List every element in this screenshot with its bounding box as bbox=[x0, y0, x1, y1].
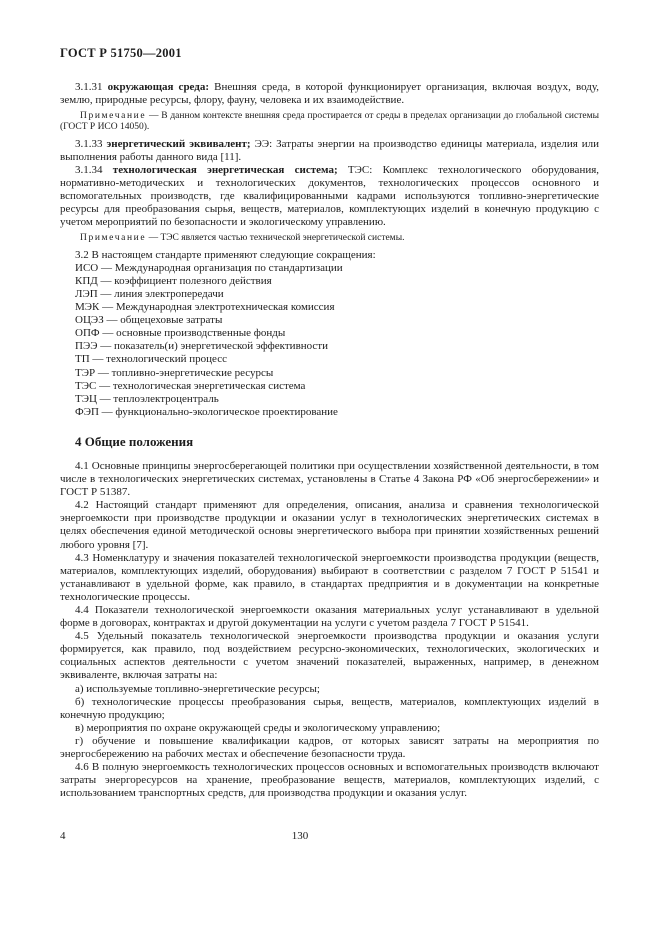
abbreviation-item: ИСО — Международная организация по стандартизации bbox=[75, 261, 343, 274]
note-paragraph: Примечание — В данном контексте внешняя среда простирается от среды в пределах организации до глобальной системы (ГОСТ Р ИСО 14050). bbox=[60, 111, 599, 133]
abbreviation-item: КПД — коэффициент полезного действия bbox=[75, 274, 272, 287]
term-definition-paragraph: 3.1.33 энергетический эквивалент; ЭЭ: Затраты энергии на производство единицы материала, изделия или выполнения работы данного вида [11]. bbox=[60, 137, 600, 163]
paragraph: 4.2 Настоящий стандарт применяют для определения, описания, анализа и сравнения технологической энергоемкости при производстве продукции и оказании услуг в технологических энергетических системах в целях обеспечения единой методической основы энергетического выбора при принятии хозяйственных решений любого уровня [7]. bbox=[60, 499, 599, 551]
defined-term: технологическая энергетическая система; bbox=[112, 163, 338, 176]
term-definition-paragraph: 3.1.31 окружающая среда: Внешняя среда, в которой функционирует организация, включая воздух, воду, землю, природные ресурсы, флору, фауну, человека и их взаимодействие. bbox=[60, 81, 600, 107]
document-body bbox=[60, 81, 599, 800]
note-label: Примечание bbox=[80, 111, 147, 122]
page-number: 4 bbox=[60, 830, 66, 842]
abbreviation-item: ТЭС — технологическая энергетическая система bbox=[75, 379, 306, 392]
defined-term: энергетический эквивалент; bbox=[106, 137, 251, 150]
abbreviation-item: ОПФ — основные производственные фонды bbox=[75, 327, 286, 340]
section-heading: 4 Общие положения bbox=[75, 433, 194, 449]
note-paragraph: Примечание — ТЭС является частью технической энергетической системы. bbox=[80, 233, 405, 244]
defined-term: окружающая среда: bbox=[107, 81, 210, 93]
abbreviation-item: ТЭР — топливно-энергетические ресурсы bbox=[75, 366, 274, 379]
paragraph: б) технологические процессы преобразования сырья, веществ, материалов, комплектующих изделий в конечную продукцию; bbox=[60, 695, 599, 721]
abbreviation-item: ТЭЦ — теплоэлектроцентраль bbox=[75, 392, 219, 405]
paragraph: г) обучение и повышение квалификации кадров, от которых зависят затраты на мероприятия по энергосбережению на рабочих местах и обеспечение безопасности труда. bbox=[60, 734, 599, 761]
paragraph: 4.1 Основные принципы энергосберегающей политики при осуществлении хозяйственной деятельности, в том числе в технологических энергетических системах, установлены в Статье 4 Закона РФ «Об энергосбережении» и ГОСТ Р 51387. bbox=[60, 459, 599, 499]
paragraph: 3.2 В настоящем стандарте применяют следующие сокращения: bbox=[75, 248, 376, 261]
abbreviation-item: МЭК — Международная электротехническая комиссия bbox=[75, 301, 335, 314]
paragraph: 4.6 В полную энергоемкость технологических процессов основных и вспомогательных производств включают затраты энергоресурсов на хранение, преобразование веществ, материалов, комплектующих изделий, с использованием транспортных средств, для производства продукции и оказания услуг. bbox=[60, 761, 599, 800]
paragraph: в) мероприятия по охране окружающей среды и экологическому управлению; bbox=[75, 721, 441, 734]
abbreviation-item: ФЭП — функционально-экологическое проектирование bbox=[75, 405, 338, 418]
document-footer bbox=[60, 830, 599, 844]
document-title: ГОСТ Р 51750—2001 bbox=[60, 46, 182, 60]
abbreviation-item: ЛЭП — линия электропередачи bbox=[75, 288, 224, 301]
term-definition-paragraph: 3.1.34 технологическая энергетическая система; ТЭС: Комплекс технологического оборудования, нормативно-методических и технологических документов, технологических процессов основного и вспомогательных производств, где квалифицированными кадрами используются топливно-энергетические ресурсы для преобразования сырья, веществ, материалов, комплектующих изделий в конечную продукцию с учетом мероприятий по безопасности и экологическому управлению. bbox=[60, 163, 600, 229]
paragraph: 4.5 Удельный показатель технологической энергоемкости производства продукции и оказания услуги формируется, как правило, под воздействием ресурсно-экономических, технологических, экологических и социальных аспектов деятельности с учетом значений показателей, выраженных, например, в денежном эквиваленте, включая затраты на: bbox=[60, 630, 599, 682]
paragraph: 4.4 Показатели технологической энергоемкости оказания материальных услуг устанавливают в удельной форме в договорах, контрактах и другой документации на услуги с учетом раздела 7 ГОСТ Р 51541. bbox=[60, 603, 599, 630]
note-label: Примечание bbox=[80, 233, 147, 244]
doc-page-number: 130 bbox=[291, 830, 309, 842]
abbreviation-item: ТП — технологический процесс bbox=[75, 353, 227, 366]
paragraph: а) используемые топливно-энергетические ресурсы; bbox=[75, 682, 320, 695]
abbreviation-item: ПЭЭ — показатель(и) энергетической эффективности bbox=[75, 340, 328, 353]
paragraph: 4.3 Номенклатуру и значения показателей технологической энергоемкости производства продукции (веществ, материалов, комплектующих изделий, оборудования) выбирают в соответствии с разделом 7 ГОСТ Р 51541 и устанавливают в удельной форме, как правило, в стандартах предприятия и в документации на конкретные технологические процессы. bbox=[60, 551, 599, 603]
abbreviation-item: ОЦЭЗ — общецеховые затраты bbox=[75, 314, 223, 327]
